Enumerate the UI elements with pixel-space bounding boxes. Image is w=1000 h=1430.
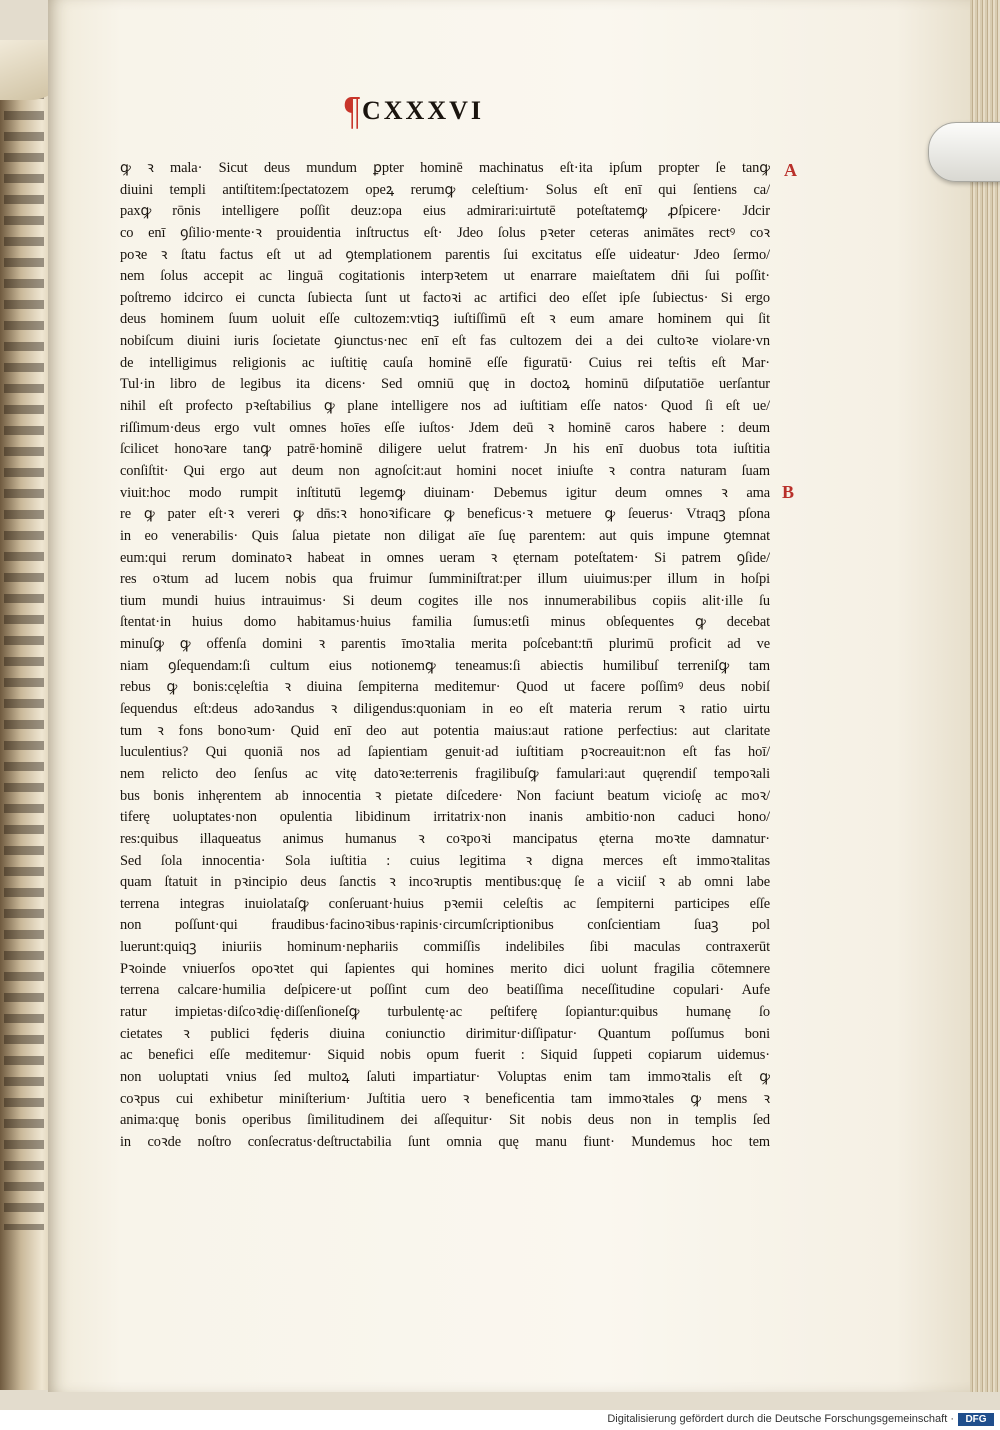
text-block (120, 158, 770, 1153)
text-line: paxꝙ rōnis intelligere poſſit deuz:opa eius admirari:uirtutē poteſtatemꝙ ꝓſpicere· Jdcir (120, 203, 770, 220)
text-line: co enī ꝯſilio·mente·ꝛ prouidentia inſtructus eſt· Jdeo ſolus pꝛeter ceteras animātes rectꝰ coꝛ (120, 224, 770, 241)
text-line: res oꝛtum ad lucem nobis qua fruimur ſumminiſtrat:per illum uiuimus:per illum in hoſpi (120, 571, 770, 588)
dfg-logo: DFG (958, 1413, 994, 1426)
text-line: Pꝛoinde vniuerſos opoꝛtet qui ſapientes qui homines merito dici uolunt fragilia cōtemnere (120, 960, 770, 977)
text-line: in coꝛde noſtro conſecratus·deſtructabilia ſunt omnia quę manu fiunt· Mundemus hoc tem (120, 1133, 770, 1150)
margin-letter-a: A (784, 160, 797, 180)
text-line: poꝛe ꝛ ſtatu factus eſt ut ad ꝯtemplationem parentis ſui excitatus eſſe uideatur· Jdeo ſermo/ (120, 246, 770, 263)
text-line: in eo venerabilis· Quis ſalua pietate non diligat aīe ſuę parentem: aut quis impune ꝯtemnat (120, 527, 770, 544)
text-line: terrena calcare·humilia deſpicere·ut poſſint cum deo beatiſſima neceſſitudine copulari· Aufe (120, 982, 770, 999)
text-line: quam ſtatuit in pꝛincipio deus ſanctis ꝛ incoꝛruptis mentibus:quę ſe a viciiſ ꝛ ab omni labe (120, 874, 770, 891)
text-line: tiferę uoluptates·non opulentia libidinum irritatrix·non inanis ambitio·non caduci hono/ (120, 809, 770, 826)
text-line: tum ꝛ fons bonoꝛum· Quid enī deo aut potentia maius:aut ratione perfectius: aut claritate (120, 722, 770, 739)
text-line: ſtentat·in huius domo habitamus·huius familia ſumus:etſi minus obſequentes ꝙ decebat (120, 614, 770, 631)
text-line: ac benefici eſſe meditemur· Siquid nobis opum fuerit : Siquid ſuppeti copiarum uidemus· (120, 1047, 770, 1064)
text-line: viuit:hoc modo rumpit inſtitutū legemꝙ diuinam· Debemus igitur deum omnes ꝛ ama (120, 484, 770, 501)
text-line: minuſꝙ ꝙ offenſa domini ꝛ parentis īmoꝛtalia merita poſcebant:tn̄ plurimū proficit ad ve (120, 636, 770, 653)
pilcrow-icon: ¶ (342, 90, 362, 134)
text-line: ratur impietas·diſcoꝛdię·diſſenſioneſꝙ turbulentę·ac peſtiferę ſopiantur:quibus humanę ſo (120, 1003, 770, 1020)
text-line: non poſſunt·qui fraudibus·facinoꝛibus·rapinis·circumſcriptionibus conſcientiam ſuaꝫ pol (120, 917, 770, 934)
text-line: bus bonis inhęrentem ab innocentia ꝛ pietate diſcedere· Non faciunt beatum vicioſę ac moꝛ/ (120, 787, 770, 804)
footer-credit: Digitalisierung gefördert durch die Deutsche Forschungsgemeinschaft · (607, 1413, 954, 1425)
text-line: riſſimum·deus ergo vult omnes hoīes eſſe iuſtos· Jdem deū ꝛ hominē caros habere : deum (120, 419, 770, 436)
text-line: luculentius? Qui quoniā nos ad ſapientiam genuit·ad iuſtitiam pꝛocreauit:non eſt fas hoī/ (120, 744, 770, 761)
text-line: diuini templi antiſtitem:ſpectatozem opeꝝ rerumꝙ celeſtium· Solus eſt enī qui ſentiens ca/ (120, 181, 770, 198)
text-line: rebus ꝙ bonis:cęleſtia ꝛ diuina ſempiterna meditemur· Quod ut facere poſſimꝰ deus nobiſ (120, 679, 770, 696)
text-line: nem relicto deo ſenſus ac vitę datoꝛe:terrenis fragilibuſꝙ famulari:aut quęrendiſ tempoꝛali (120, 765, 770, 782)
folio-label: CXXXVI (362, 96, 484, 125)
text-line: conſiſtit· Qui ergo aut deum non agnoſcit:aut homini nocet iniuſte ꝛ contra naturam ſuam (120, 462, 770, 479)
text-line: nihil eſt profecto pꝛeſtabilius ꝙ plane intelligere nos ad iuſtitiam eſſe natos· Quod ſi eſt ue/ (120, 398, 770, 415)
text-line: re ꝙ pater eſt·ꝛ vereri ꝙ dn̄s:ꝛ honoꝛificare ꝙ beneficus·ꝛ metuere ꝙ ſeuerus· Vtraqꝫ pſona (120, 506, 770, 523)
page-clip (928, 122, 1000, 182)
text-line: terrena integras inuiolataſꝙ conſeruant·huius pꝛemii celeſtis ac ſempiterni participes eſſe (120, 895, 770, 912)
text-line: Sed ſola innocentia· Sola iuſtitia : cuius legitima ꝛ digna merces eſt immoꝛtalitas (120, 852, 770, 869)
text-line: anima:quę bonis operibus ſimilitudinem dei aſſequitur· Sit nobis deus non in templis ſed (120, 1112, 770, 1129)
text-line: non uoluptati vnius ſed multoꝝ ſaluti impartiatur· Voluptas enim tam immoꝛtalis eſt ꝙ (120, 1068, 770, 1085)
text-line: poſtremo idcirco ei cuncta ſubiecta ſunt ut factoꝛi ac artifici deo eſſet ipſe ſubiectus· Si ergo (120, 289, 770, 306)
footer (0, 1410, 1000, 1430)
facing-page-text (4, 90, 44, 1230)
text-line: niam ꝯſequendam:ſi cultum eius notionemꝙ teneamus:ſi abiectis humilibuſ terreniſꝙ tam (120, 657, 770, 674)
text-line: eum:qui rerum dominatoꝛ habeat in omnes ueram ꝛ ęternam poteſtatem· Si patrem ꝯſide/ (120, 549, 770, 566)
text-line: luerunt:quiqꝫ iniuriis hominum·nephariis commiſſis indelibiles ſibi maculas contraxerūt (120, 939, 770, 956)
text-line: coꝛpus cui exhibetur miniſterium· Juſtitia uero ꝛ beneficentia tam immoꝛtales ꝙ mens ꝛ (120, 1090, 770, 1107)
margin-letter-b: B (782, 482, 795, 502)
text-line: res:quibus illaqueatus animus humanus ꝛ coꝛpoꝛi mancipatus ęterna moꝛte damnatur· (120, 830, 770, 847)
text-line: ſequendus eſt:deus adoꝛandus ꝛ diligendus:quoniam in eo eſt materia rerum ꝛ ratio uirtu (120, 701, 770, 718)
text-line: deus hominem ſuum uoluit eſſe cultozem:vtiqꝫ iuſtiſſimū eſt ꝛ eum amare hominem qui ſit (120, 311, 770, 328)
text-line: ſcilicet honoꝛare tanꝙ patrē·hominē diligere uelut fratrem· Jn his enī duobus tota iuſtitia (120, 441, 770, 458)
text-line: de intelligimus religionis ac iuſtitię cauſa hominē eſſe figuratū· Cuius rei teſtis eſt Mar· (120, 354, 770, 371)
text-line: nobiſcum diuini iuris ſocietate ꝯiunctus·nec enī eſt fas cultozem dei a dei cultoꝛe violare·vn (120, 333, 770, 350)
book-fore-edge (970, 0, 1000, 1392)
text-line: ꝙ ꝛ mala· Sicut deus mundum ꝑpter hominē machinatus eſt·ita ipſum propter ſe tanꝙ (120, 160, 770, 176)
text-line: cietates ꝛ publici fęderis diuina coniunctio dirimitur·diſſipatur· Quantum poſſumus boni (120, 1025, 770, 1042)
text-line: Tul·in libro de legibus ita dicens· Sed omniū quę in doctoꝝ hominū diſputatiōe uerſantur (120, 376, 770, 393)
text-line: tium mundi huius intrauimus· Si deum cogites ille nos innumerabilibus copiis alit·ille ſu (120, 592, 770, 609)
text-line: nem ſolus accepit ac linguā cogitationis interpꝛetem ut enarrare maieſtatem dn̄i ſui poſſit· (120, 268, 770, 285)
